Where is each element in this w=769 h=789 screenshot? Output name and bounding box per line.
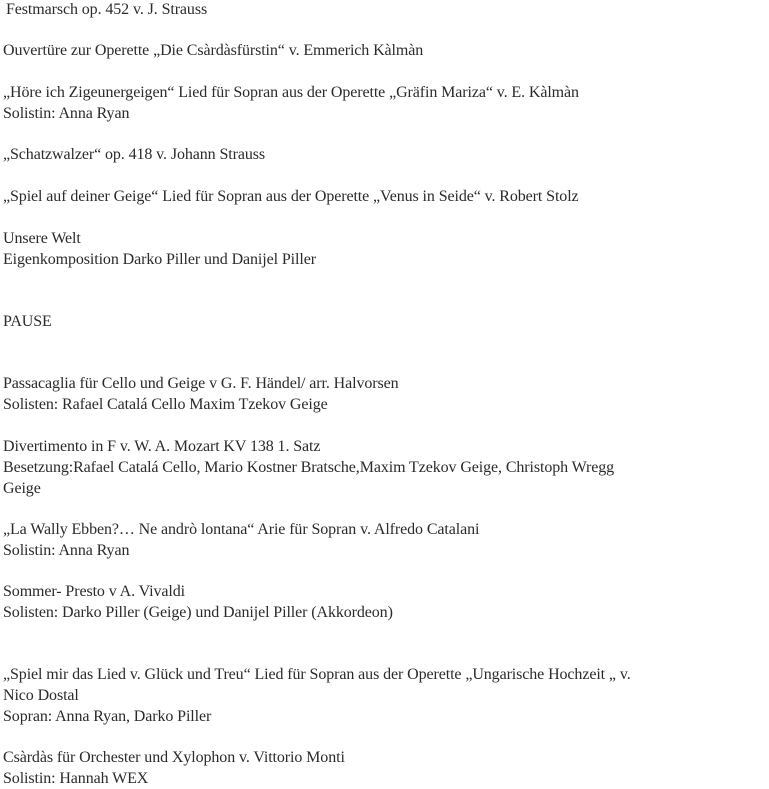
program-line-unsere-welt: Unsere Welt [3, 230, 81, 247]
program-line-festmarsch: Festmarsch op. 452 v. J. Strauss [6, 1, 208, 18]
program-line-sommer-soloists: Solisten: Darko Piller (Geige) und Danijel Piller (Akkordeon) [3, 604, 393, 621]
program-line-spiel-auf-deiner-geige: „Spiel auf deiner Geige“ Lied für Sopran aus der Operette „Venus in Seide“ v. Robert Stolz [3, 188, 579, 205]
program-line-zigeunergeigen: „Höre ich Zigeunergeigen“ Lied für Sopran aus der Operette „Gräfin Mariza“ v. E. Kàlmàn [3, 84, 579, 101]
program-line-schatzwalzer: „Schatzwalzer“ op. 418 v. Johann Strauss [3, 146, 266, 163]
program-line-ouverture: Ouvertüre zur Operette „Die Csàrdàsfürstin“ v. Emmerich Kàlmàn [3, 42, 424, 59]
program-line-spiel-mir-das-lied: „Spiel mir das Lied v. Glück und Treu“ Lied für Sopran aus der Operette „Ungarische Hochzeit „ v. [3, 666, 631, 683]
program-line-la-wally-soloist: Solistin: Anna Ryan [3, 542, 130, 559]
program-line-besetzung: Besetzung:Rafael Catalá Cello, Mario Kostner Bratsche,Maxim Tzekov Geige, Christoph Wregg [3, 459, 615, 476]
program-line-passacaglia: Passacaglia für Cello und Geige v G. F. Händel/ arr. Halvorsen [3, 375, 399, 392]
program-line-eigenkomposition: Eigenkomposition Darko Piller und Danijel Piller [3, 251, 316, 268]
program-line-pause: PAUSE [3, 313, 52, 330]
program-line-nico-dostal: Nico Dostal [3, 687, 79, 704]
program-line-la-wally: „La Wally Ebben?… Ne andrò lontana“ Arie für Sopran v. Alfredo Catalani [3, 521, 480, 538]
program-line-csardas: Csàrdàs für Orchester und Xylophon v. Vittorio Monti [3, 749, 345, 766]
program-line-besetzung-cont: Geige [3, 480, 41, 497]
program-line-csardas-soloist: Solistin: Hannah WEX [3, 770, 149, 787]
program-line-divertimento: Divertimento in F v. W. A. Mozart KV 138 1. Satz [3, 438, 321, 455]
program-line-passacaglia-soloists: Solisten: Rafael Catalá Cello Maxim Tzekov Geige [3, 396, 328, 413]
program-line-soloist: Solistin: Anna Ryan [3, 105, 130, 122]
program-line-sommer-presto: Sommer- Presto v A. Vivaldi [3, 583, 185, 600]
program-line-sopran: Sopran: Anna Ryan, Darko Piller [3, 708, 212, 725]
